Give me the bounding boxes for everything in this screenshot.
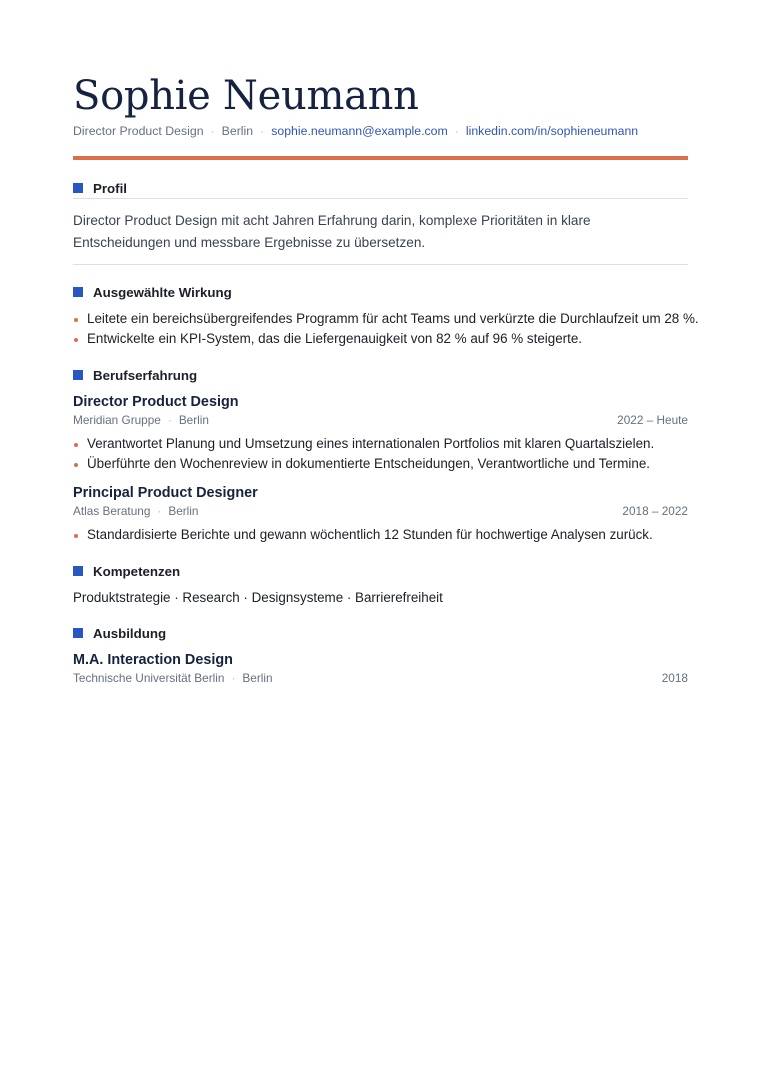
linkedin-link[interactable]: linkedin.com/in/sophieneumann (465, 124, 639, 138)
square-marker-icon (73, 566, 83, 576)
separator: · (231, 671, 236, 685)
section-title-skills: Kompetenzen (93, 563, 181, 579)
bullet-dot-icon (74, 338, 78, 342)
section-heading (73, 623, 688, 643)
list-item (73, 329, 688, 349)
education-meta (73, 670, 688, 686)
job-dates: 2018 – 2022 (622, 504, 688, 518)
bullet-dot-icon (74, 443, 78, 447)
job-title: Director Product Design (73, 394, 239, 410)
list-item (73, 454, 688, 474)
section-heading (73, 282, 688, 302)
section-heading (73, 365, 688, 385)
bullet-dot-icon (74, 463, 78, 467)
contact-city: Berlin (221, 124, 254, 138)
square-marker-icon (73, 287, 83, 297)
education-entry (73, 650, 688, 686)
section-title-education: Ausbildung (93, 625, 167, 641)
job-dates: 2022 – Heute (617, 413, 688, 427)
section-title-impact: Ausgewählte Wirkung (93, 284, 232, 300)
contact-line (73, 123, 688, 139)
job-company: Meridian Gruppe (73, 413, 161, 427)
list-item (73, 309, 699, 329)
job-bullet-text: Verantwortet Planung und Umsetzung eines internationalen Portfolios mit klaren Quartalszielen. (87, 436, 655, 451)
divider (73, 264, 688, 265)
profile-text: Director Product Design mit acht Jahren Erfahrung darin, komplexe Prioritäten in klare Entscheidungen und messbare Ergebnisse zu übersetzen. (73, 213, 591, 250)
bullet-dot-icon (74, 534, 78, 538)
section-heading (73, 561, 688, 581)
section-title-experience: Berufserfahrung (93, 367, 198, 383)
job-title: Principal Product Designer (73, 485, 258, 501)
education-year: 2018 (661, 671, 688, 685)
square-marker-icon (73, 628, 83, 638)
divider (73, 198, 688, 199)
degree-title: M.A. Interaction Design (73, 652, 233, 668)
square-marker-icon (73, 370, 83, 380)
job-location: Berlin (168, 504, 199, 518)
section-heading (73, 178, 688, 198)
email-link[interactable]: sophie.neumann@example.com (271, 124, 448, 138)
job-entry (73, 392, 688, 474)
list-item (73, 525, 688, 545)
section-profile (73, 178, 688, 265)
job-meta (73, 412, 688, 428)
school-name: Technische Universität Berlin (73, 671, 225, 685)
candidate-name: Sophie Neumann (73, 73, 419, 119)
skills-list: Produktstrategie · Research · Designsysteme · Barrierefreiheit (73, 590, 443, 605)
section-impact (73, 282, 699, 349)
job-location: Berlin (178, 413, 209, 427)
contact-role: Director Product Design (73, 124, 204, 138)
header-accent-rule (73, 156, 688, 160)
section-title-profile: Profil (93, 180, 127, 196)
separator: · (210, 124, 215, 138)
separator: · (454, 124, 459, 138)
job-bullets (73, 525, 688, 545)
separator: · (157, 504, 162, 518)
job-bullet-text: Standardisierte Berichte und gewann wöchentlich 12 Stunden für hochwertige Analysen zurück. (87, 527, 653, 542)
school-location: Berlin (242, 671, 273, 685)
section-education (73, 623, 688, 686)
job-company: Atlas Beratung (73, 504, 151, 518)
impact-list (73, 309, 699, 349)
section-skills (73, 561, 688, 608)
section-experience (73, 365, 688, 545)
separator: · (260, 124, 265, 138)
job-bullet-text: Überführte den Wochenreview in dokumentierte Entscheidungen, Verantwortliche und Termine. (87, 456, 650, 471)
job-bullets (73, 434, 688, 474)
separator: · (167, 413, 172, 427)
bullet-dot-icon (74, 318, 78, 322)
list-item (73, 434, 688, 454)
job-meta (73, 503, 688, 519)
square-marker-icon (73, 183, 83, 193)
impact-item-text: Entwickelte ein KPI-System, das die Liefergenauigkeit von 82 % auf 96 % steigerte. (87, 331, 582, 346)
job-entry (73, 483, 688, 545)
impact-item-text: Leitete ein bereichsübergreifendes Programm für acht Teams und verkürzte die Durchlaufzeit um 28 %. (87, 311, 699, 326)
